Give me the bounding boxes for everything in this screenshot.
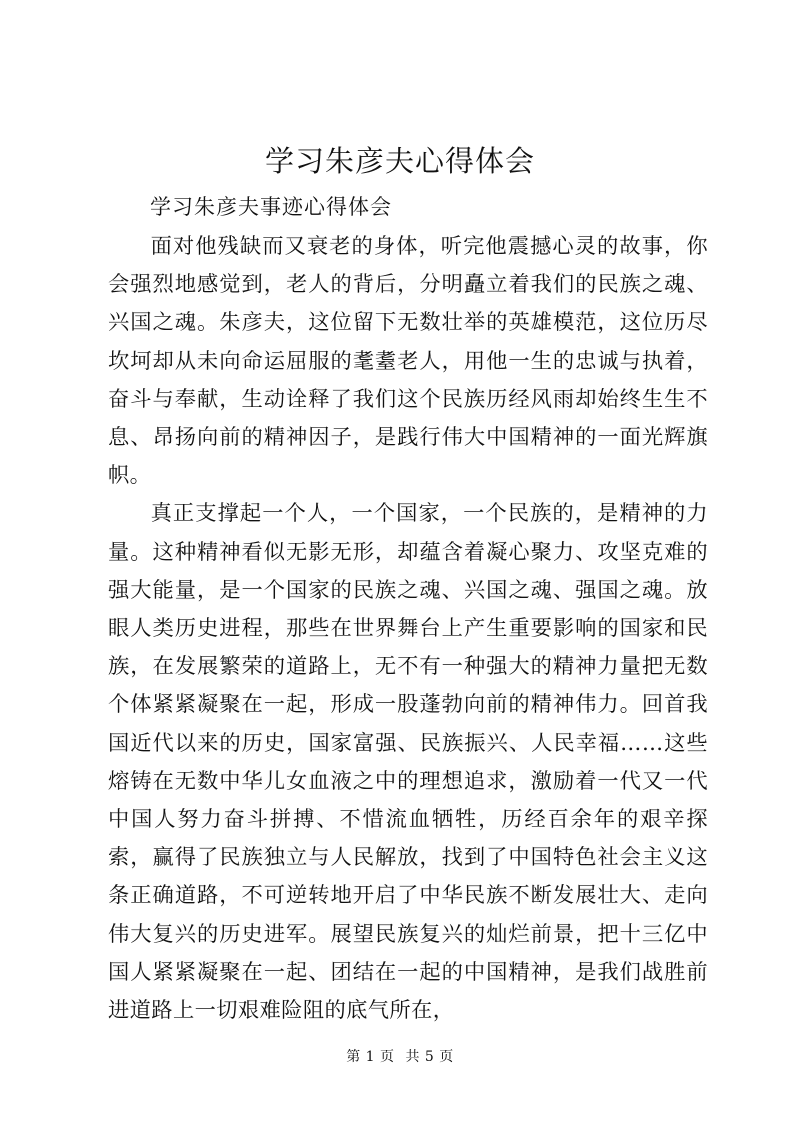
document-subtitle: 学习朱彦夫事迹心得体会 [150,195,392,219]
page-number: 第 1 页 [346,1049,395,1065]
page-total: 共 5 页 [405,1049,454,1065]
page-footer [0,1048,800,1066]
document-body [108,228,708,1030]
page-title: 学习朱彦夫心得体会 [264,144,535,178]
paragraph: 真正支撑起一个人，一个国家，一个民族的，是精神的力量。这种精神看似无影无形，却蕴含着凝心聚力、攻坚克难的强大能量，是一个国家的民族之魂、兴国之魂、强国之魂。放眼人类历史进程，那些在世界舞台上产生重要影响的国家和民族，在发展繁荣的道路上，无不有一种强大的精神力量把无数个体紧紧凝聚在一起，形成一股蓬勃向前的精神伟力。回首我国近代以来的历史，国家富强、民族振兴、人民幸福……这些熔铸在无数中华儿女血液之中的理想追求，激励着一代又一代中国人努力奋斗拼搏、不惜流血牺牲，历经百余年的艰辛探索，赢得了民族独立与人民解放，找到了中国特色社会主义这条正确道路，不可逆转地开启了中华民族不断发展壮大、走向伟大复兴的历史进军。展望民族复兴的灿烂前景，把十三亿中国人紧紧凝聚在一起、团结在一起的中国精神，是我们战胜前进道路上一切艰难险阻的底气所在， [108,501,708,1024]
paragraph: 面对他残缺而又衰老的身体，听完他震撼心灵的故事，你会强烈地感觉到，老人的背后，分明矗立着我们的民族之魂、兴国之魂。朱彦夫，这位留下无数壮举的英雄模范，这位历尽坎坷却从未向命运屈服的耄耋老人，用他一生的忠诚与执着，奋斗与奉献，生动诠释了我们这个民族历经风雨却始终生生不息、昂扬向前的精神因子，是践行伟大中国精神的一面光辉旗帜。 [108,234,708,489]
